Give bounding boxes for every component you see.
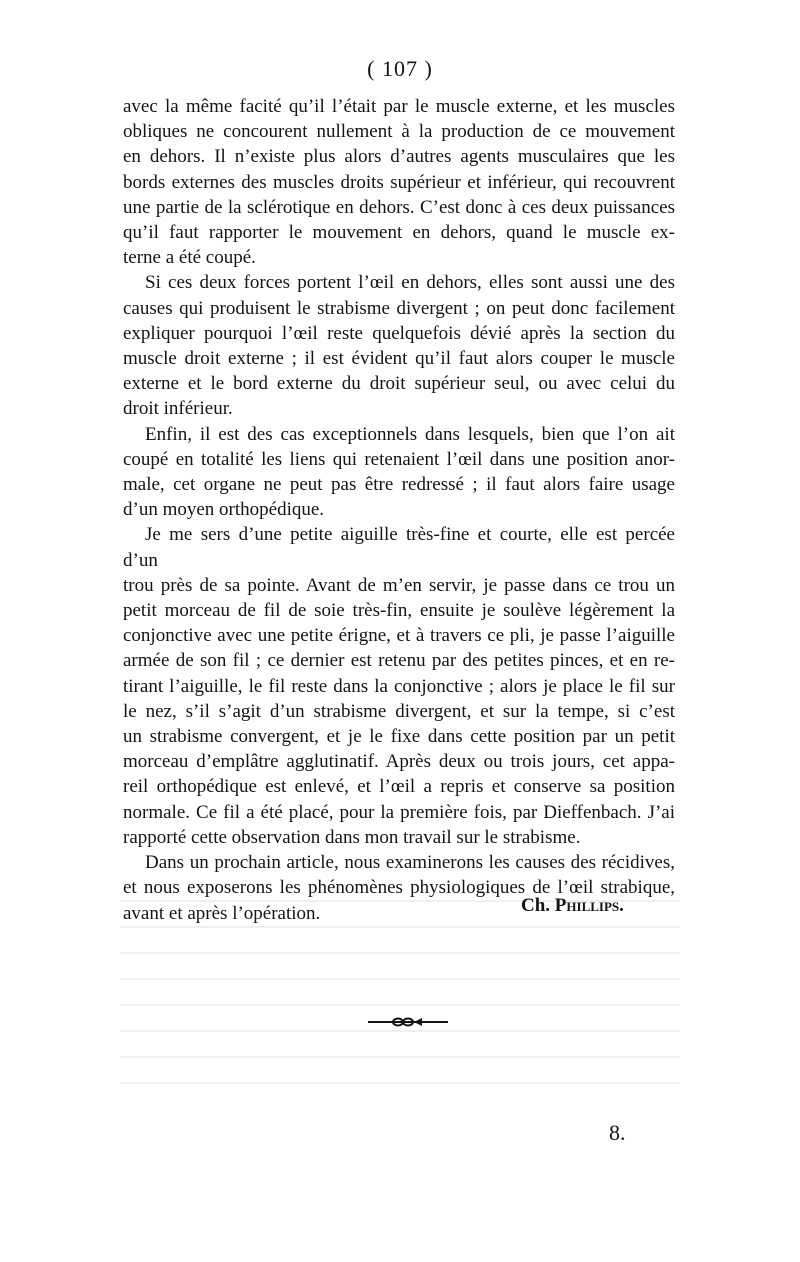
text-line: normale. Ce fil a été placé, pour la première fois, par Dieffenbach. J’ai [123,801,675,823]
text-line: et nous exposerons les phénomènes physiologiques de l’œil strabique, [123,877,675,899]
signature-mark: 8. [609,1120,626,1145]
text-line: terne a été coupé. [123,247,256,269]
text-line: rapporté cette observation dans mon travail sur le strabisme. [123,826,581,848]
text-line: qu’il faut rapporter le mouvement en dehors, quand le muscle ex- [123,222,675,244]
text-line: Dans un prochain article, nous examinerons les causes des récidives, [145,852,675,874]
text-line: bords externes des muscles droits supérieur et inférieur, qui recouvrent [123,171,675,193]
text-line: en dehors. Il n’existe plus alors d’autres agents musculaires que les [123,146,675,168]
text-line: un strabisme convergent, et je le fixe dans cette position par un petit [123,726,675,748]
text-line: muscle droit externe ; il est évident qu’il faut alors couper le muscle [123,348,675,370]
text-line: Je me sers d’une petite aiguille très-fine et courte, elle est percée d’un [123,524,675,571]
text-line: le nez, s’il s’agit d’un strabisme divergent, et sur la tempe, si c’est [123,700,675,722]
text-line: armée de son fil ; ce dernier est retenu par des petites pinces, et en re- [123,650,675,672]
text-line: une partie de la sclérotique en dehors. C’est donc à ces deux puissances [123,196,675,218]
text-line: d’un moyen orthopédique. [123,499,325,521]
text-line: expliquer pourquoi l’œil reste quelquefois dévié après la section du [123,322,675,344]
text-line: Si ces deux forces portent l’œil en dehors, elles sont aussi une des [145,272,675,294]
text-line: petit morceau de fil de soie très-fin, ensuite je soulève légèrement la [123,600,675,622]
text-line: avec la même facité qu’il l’était par le muscle externe, et les muscles [123,96,675,117]
body-text [123,94,675,926]
text-line: tirant l’aiguille, le fil reste dans la conjonctive ; alors je place le fil sur [123,675,675,697]
text-line: avant et après l’opération. [123,902,321,924]
text-line: male, cet organe ne peut pas être redressé ; il faut alors faire usage [123,474,675,496]
text-line: morceau d’emplâtre agglutinatif. Après deux ou trois jours, cet appa- [123,751,675,773]
text-line: obliques ne concourent nullement à la production de ce mouvement [123,121,675,143]
text-line: reil orthopédique est enlevé, et l’œil a repris et conserve sa position [123,776,675,798]
text-line: trou près de sa pointe. Avant de m’en servir, je passe dans ce trou un [123,574,675,596]
signature-name: Phillips. [554,895,624,916]
signature-prefix: Ch. [521,895,555,916]
text-line: externe et le bord externe du droit supérieur seul, ou avec celui du [123,373,675,395]
fleuron-ornament-icon [368,1016,448,1028]
show-through-shadow [120,900,680,1120]
text-line: Enfin, il est des cas exceptionnels dans lesquels, bien que l’on ait [145,423,675,445]
text-line: conjonctive avec une petite érigne, et à travers ce pli, je passe l’aiguille [123,625,675,647]
text-line: coupé en totalité les liens qui retenaient l’œil dans une position anor- [123,448,675,470]
page-number: ( 107 ) [367,56,433,81]
text-line: causes qui produisent le strabisme divergent ; on peut donc facilement [123,297,675,319]
text-line: droit inférieur. [123,398,233,420]
